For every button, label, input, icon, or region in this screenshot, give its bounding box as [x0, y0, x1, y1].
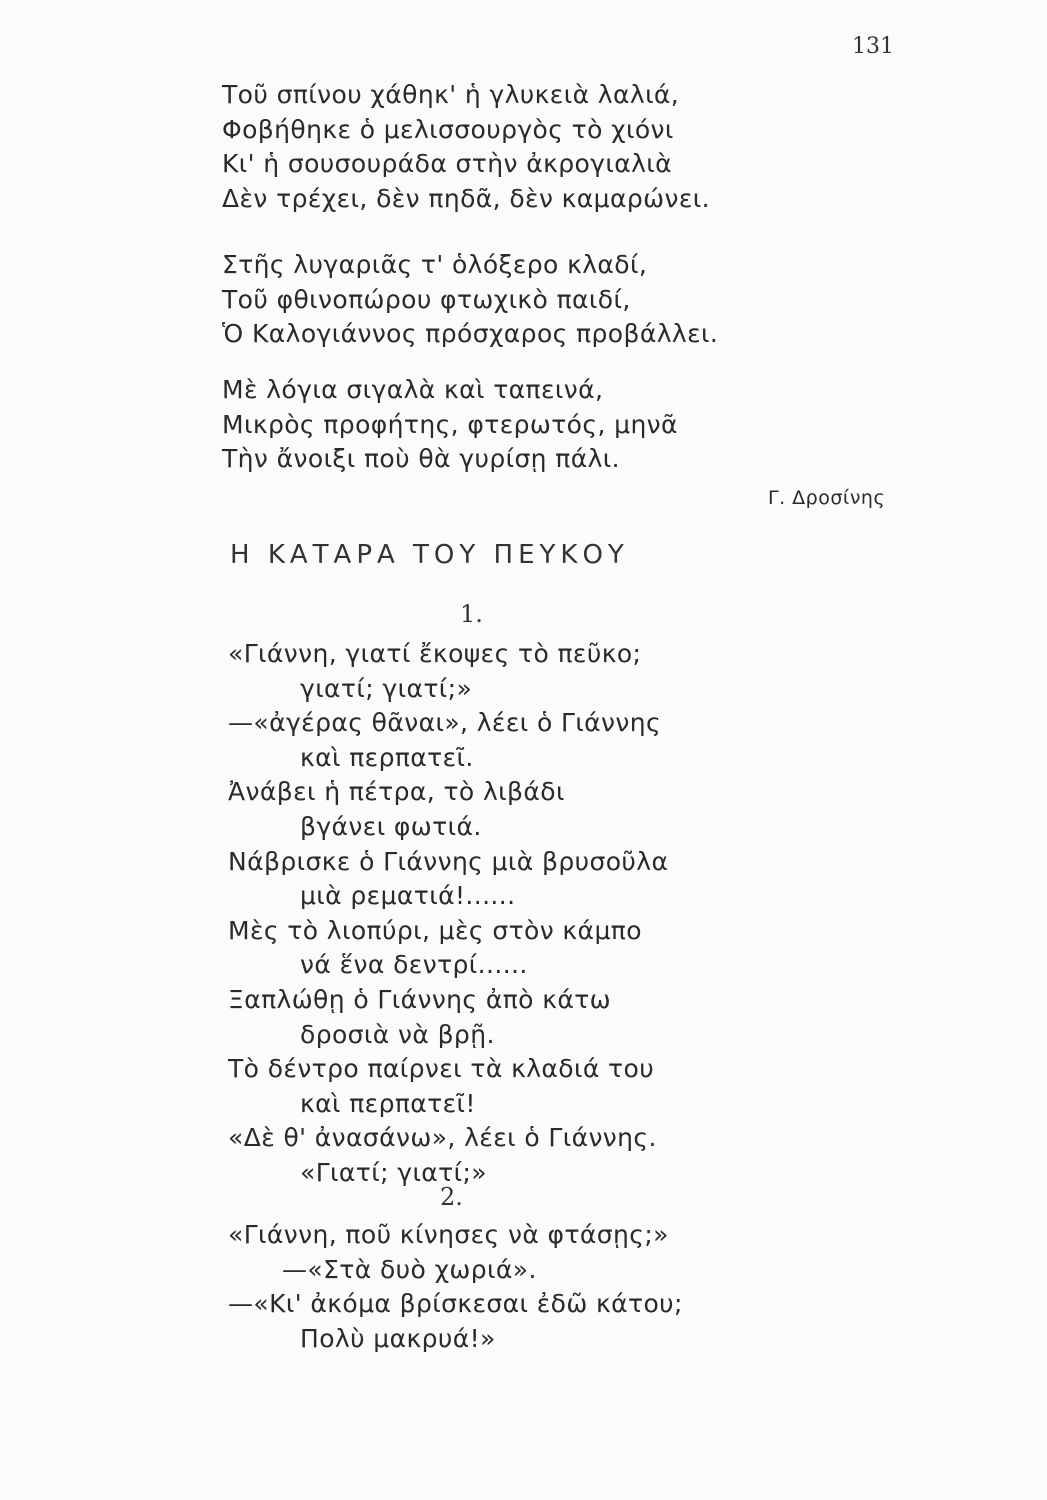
poem-line: Ξαπλώθῃ ὁ Γιάννης ἀπὸ κάτω [228, 984, 612, 1014]
poem-line: καὶ περπατεῖ. [300, 742, 474, 772]
poem-stanza [222, 248, 822, 352]
poem-line: Τοῦ φθινοπώρου φτωχικὸ παιδί, [222, 284, 631, 314]
poem-line: —«ἀγέρας θᾶναι», λέει ὁ Γιάννης [228, 708, 662, 738]
poem-line: νά ἕνα δεντρί...... [300, 950, 528, 980]
section-number: 1. [460, 600, 483, 628]
poem-line: «Γιάννη, ποῦ κίνησες νὰ φτάσῃς;» [228, 1220, 669, 1249]
poem-line: Μικρὸς προφήτης, φτερωτός, μηνᾶ [222, 409, 678, 439]
poem-line: Τὸ δέντρο παίρνει τὰ κλαδιά του [228, 1054, 655, 1084]
poem-line: Δὲν τρέχει, δὲν πηδᾶ, δὲν καμαρώνει. [222, 183, 710, 213]
poem-stanza [222, 373, 822, 477]
poem-line: Φοβήθηκε ὁ μελισσουργὸς τὸ χιόνι [222, 114, 674, 144]
page-number: 131 [852, 34, 894, 59]
poem-line: Πολὺ μακρυά!» [300, 1323, 496, 1353]
poem-part [228, 1218, 788, 1356]
poem-part [228, 637, 788, 1191]
poem-line: «Γιάννη, γιατί ἔκοψες τὸ πεῦκο; [228, 639, 642, 668]
poem-line: Νάβρισκε ὁ Γιάννης μιὰ βρυσοῦλα [228, 846, 669, 876]
poem-line: Τὴν ἄνοιξι ποὺ θὰ γυρίσῃ πάλι. [222, 444, 621, 473]
poem-stanza [222, 78, 822, 216]
poem-line: «Δὲ θ' ἀνασάνω», λέει ὁ Γιάννης. [228, 1123, 657, 1153]
poem-line: Στῆς λυγαριᾶς τ' ὁλόξερο κλαδί, [222, 250, 648, 279]
poem-line: Τοῦ σπίνου χάθηκ' ἡ γλυκειὰ λαλιά, [222, 80, 680, 109]
poem-line: γιατί; γιατί;» [300, 673, 473, 703]
poem-author: Γ. Δροσίνης [768, 487, 886, 509]
poem-line: βγάνει φωτιά. [300, 811, 482, 841]
poem-line: καὶ περπατεῖ! [300, 1088, 476, 1118]
poem-line: Ὁ Καλογιάννος πρόσχαρος προβάλλει. [222, 319, 719, 348]
poem-line: —«Κι' ἀκόμα βρίσκεσαι ἐδῶ κάτου; [228, 1289, 683, 1319]
poem-line: δροσιὰ νὰ βρῇ. [300, 1019, 495, 1049]
poem-line: «Γιατί; γιατί;» [300, 1157, 488, 1187]
poem-line: —«Στὰ δυὸ χωριά». [282, 1254, 537, 1284]
poem-line: Ἀνάβει ἡ πέτρα, τὸ λιβάδι [228, 777, 565, 807]
poem-line: Μὲς τὸ λιοπύρι, μὲς στὸν κάμπο [228, 915, 642, 945]
poem-line: Κι' ἡ σουσουράδα στὴν ἀκρογιαλιὰ [222, 149, 673, 178]
poem-line: μιὰ ρεματιά!...... [300, 881, 516, 911]
poem-line: Μὲ λόγια σιγαλὰ καὶ ταπεινά, [222, 375, 604, 404]
section-number: 2. [440, 1183, 463, 1211]
poem-title: Η ΚΑΤΑΡΑ ΤΟΥ ΠΕΥΚΟΥ [230, 540, 629, 570]
